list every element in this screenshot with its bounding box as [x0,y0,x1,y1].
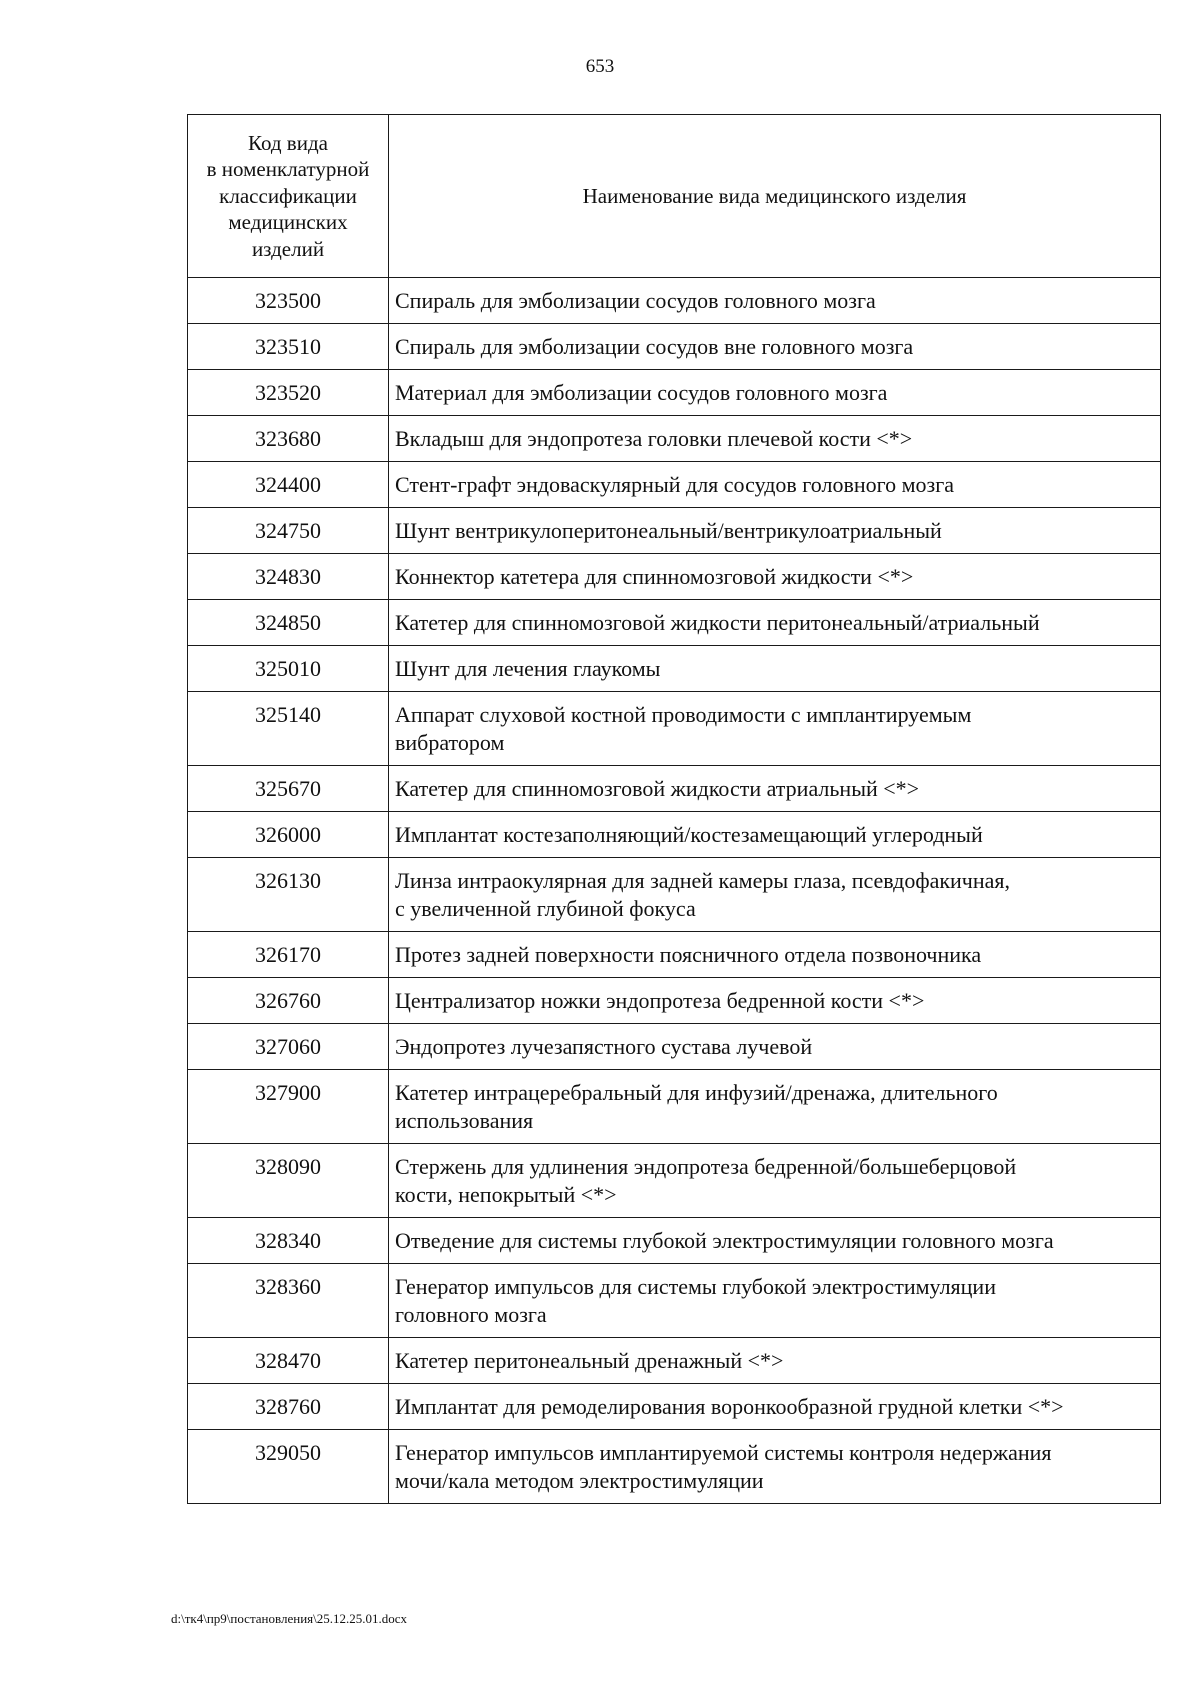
table-row [188,1070,1161,1144]
device-name-cell [389,692,1161,766]
device-code-cell: 323520 [188,370,389,416]
table-row [188,416,1161,462]
device-name-cell [389,1070,1161,1144]
device-name-cell: Материал для эмболизации сосудов головного мозга [389,370,1161,416]
device-code-cell: 325140 [188,692,389,766]
device-code-cell: 327060 [188,1024,389,1070]
header-code-line: Код вида [248,130,328,155]
table-row [188,1024,1161,1070]
device-code-cell: 328090 [188,1144,389,1218]
device-code-cell: 324750 [188,508,389,554]
table-row [188,278,1161,324]
table-row [188,812,1161,858]
device-name-cell: Спираль для эмболизации сосудов вне головного мозга [389,324,1161,370]
device-code-cell: 323680 [188,416,389,462]
device-name-cell: Катетер перитонеальный дренажный <*> [389,1338,1161,1384]
device-name-line: мочи/кала методом электростимуляции [395,1468,764,1493]
device-name-cell [389,858,1161,932]
table-row [188,978,1161,1024]
page-number: 653 [585,56,615,77]
table-header-row [188,115,1161,278]
table-row [188,462,1161,508]
device-name-cell: Отведение для системы глубокой электростимуляции головного мозга [389,1218,1161,1264]
device-code-cell: 324830 [188,554,389,600]
device-name-cell: Вкладыш для эндопротеза головки плечевой кости <*> [389,416,1161,462]
table-row [188,370,1161,416]
device-name-cell: Имплантат костезаполняющий/костезамещающий углеродный [389,812,1161,858]
table-body [188,278,1161,1504]
device-code-cell: 328760 [188,1384,389,1430]
device-name-line: головного мозга [395,1302,547,1327]
table-row [188,766,1161,812]
device-name-line: Генератор импульсов для системы глубокой электростимуляции [395,1274,996,1299]
table-row [188,932,1161,978]
device-code-cell: 325670 [188,766,389,812]
device-name-cell [389,1144,1161,1218]
footer-file-path: d:\тк4\пр9\постановления\25.12.25.01.docx [171,1611,408,1626]
device-name-line: использования [395,1108,534,1133]
device-code-cell: 329050 [188,1430,389,1504]
device-name-cell: Стент-графт эндоваскулярный для сосудов головного мозга [389,462,1161,508]
device-code-cell: 324850 [188,600,389,646]
device-code-cell: 328360 [188,1264,389,1338]
device-name-line: Катетер интрацеребральный для инфузий/дренажа, длительного [395,1080,998,1105]
table-row [188,1430,1161,1504]
device-code-cell: 327900 [188,1070,389,1144]
header-code-line: в номенклатурной [206,157,370,182]
device-name-cell: Шунт вентрикулоперитонеальный/вентрикулоатриальный [389,508,1161,554]
device-name-cell: Эндопротез лучезапястного сустава лучевой [389,1024,1161,1070]
device-name-cell: Имплантат для ремоделирования воронкообразной грудной клетки <*> [389,1384,1161,1430]
device-name-cell [389,1264,1161,1338]
device-name-line: Стержень для удлинения эндопротеза бедренной/большеберцовой [395,1154,1017,1179]
device-name-line: с увеличенной глубиной фокуса [395,896,696,921]
header-code-line: классификации [219,183,357,208]
table-row [188,1218,1161,1264]
table-row [188,554,1161,600]
device-code-cell: 326130 [188,858,389,932]
device-code-cell: 323510 [188,324,389,370]
device-name-cell: Централизатор ножки эндопротеза бедренной кости <*> [389,978,1161,1024]
device-code-cell: 326170 [188,932,389,978]
device-name-cell: Катетер для спинномозговой жидкости перитонеальный/атриальный [389,600,1161,646]
device-code-cell: 328470 [188,1338,389,1384]
device-name-line: Аппарат слуховой костной проводимости с имплантируемым [395,702,972,727]
device-code-cell: 326760 [188,978,389,1024]
device-code-cell: 324400 [188,462,389,508]
device-code-cell: 325010 [188,646,389,692]
table-row [188,1144,1161,1218]
device-name-cell [389,1430,1161,1504]
device-name-cell: Протез задней поверхности поясничного отдела позвоночника [389,932,1161,978]
device-name-cell: Шунт для лечения глаукомы [389,646,1161,692]
table-row [188,646,1161,692]
device-name-cell: Коннектор катетера для спинномозговой жидкости <*> [389,554,1161,600]
table-row [188,692,1161,766]
device-name-line: вибратором [395,730,505,755]
device-code-cell: 328340 [188,1218,389,1264]
header-name: Наименование вида медицинского изделия [389,115,1161,278]
table-row [188,1384,1161,1430]
header-code [188,115,389,278]
table-row [188,324,1161,370]
device-code-cell: 326000 [188,812,389,858]
device-name-line: Генератор импульсов имплантируемой системы контроля недержания [395,1440,1052,1465]
table-row [188,1264,1161,1338]
table-row [188,600,1161,646]
medical-devices-table [187,114,1161,1504]
device-name-line: кости, непокрытый <*> [395,1182,617,1207]
device-name-line: Линза интраокулярная для задней камеры глаза, псевдофакичная, [395,868,1011,893]
table-row [188,1338,1161,1384]
device-name-cell: Спираль для эмболизации сосудов головного мозга [389,278,1161,324]
header-code-line: изделий [251,236,325,261]
table-row [188,858,1161,932]
device-name-cell: Катетер для спинномозговой жидкости атриальный <*> [389,766,1161,812]
device-code-cell: 323500 [188,278,389,324]
header-code-line: медицинских [228,210,348,235]
table-row [188,508,1161,554]
